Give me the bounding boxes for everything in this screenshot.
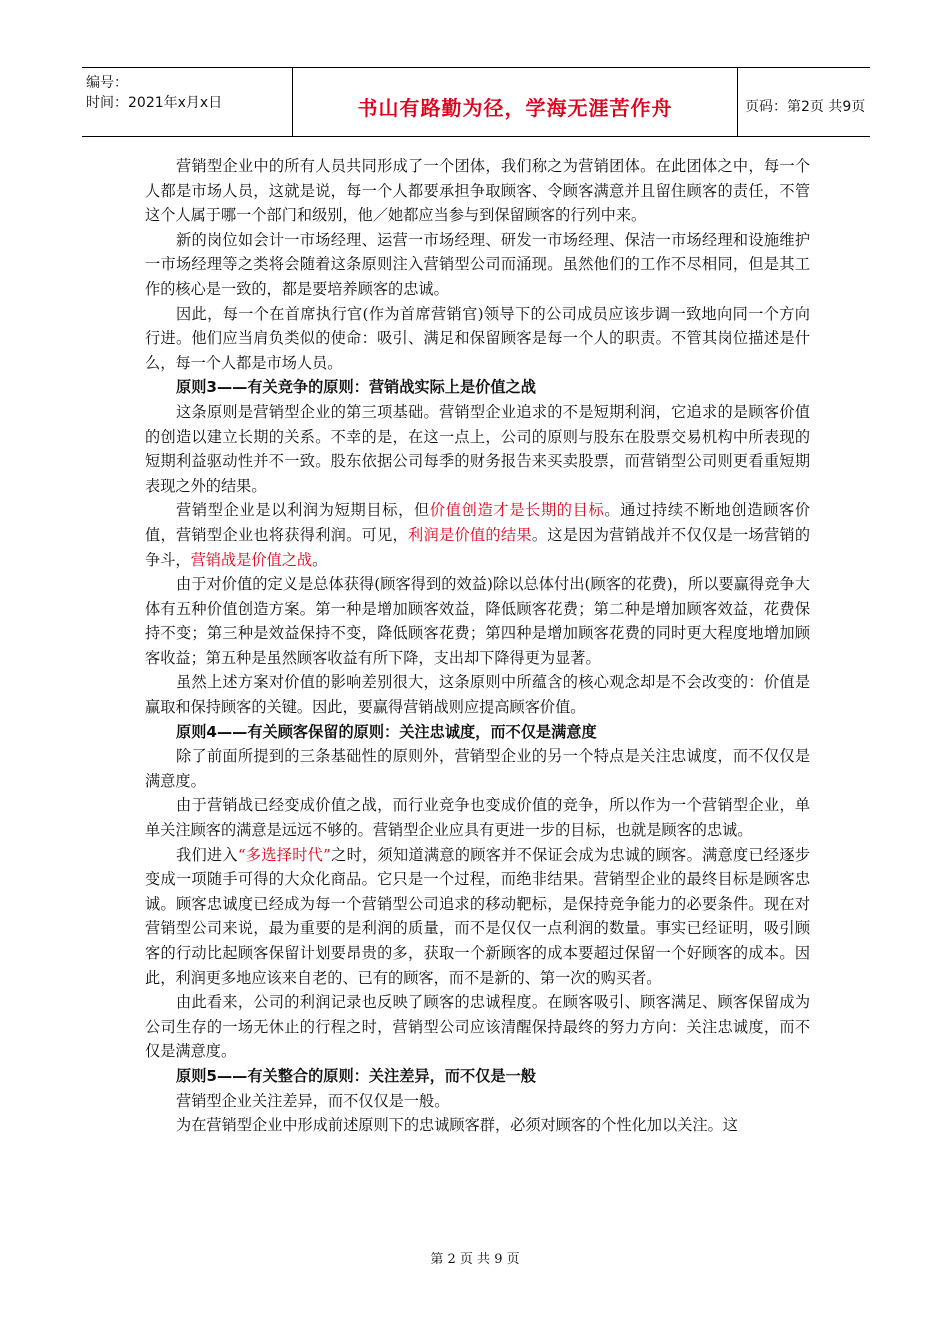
highlighted-text: 利润是价值的结果: [408, 525, 532, 544]
header-motto-cell: [292, 68, 738, 136]
highlighted-text: 营销战是价值之战: [190, 550, 313, 569]
section-heading: 原则5——有关整合的原则：关注差异，而不仅是一般: [176, 1066, 536, 1085]
section-heading: 原则4——有关顾客保留的原则：关注忠诚度，而不仅是满意度: [176, 722, 597, 741]
motto-text: 书山有路勤为径，学海无涯苦作舟: [357, 96, 673, 120]
number-label: 编号：: [86, 75, 128, 91]
document-body: [145, 154, 810, 1138]
paragraph: [145, 843, 810, 991]
paragraph: 新的岗位如会计一市场经理、运营一市场经理、研发一市场经理、保洁一市场经理和设施维护一市场经理等之类将会随着这条原则注入营销型公司而涌现。虽然他们的工作不尽相同，但是其工作的核心是一致的，都是要培养顾客的忠诚。: [145, 230, 810, 298]
paragraph: 营销型企业中的所有人员共同形成了一个团体，我们称之为营销团体。在此团体之中，每一个人都是市场人员，这就是说，每一个人都要承担争取顾客、令顾客满意并且留住顾客的责任，不管这个人属于哪一个部门和级别，他／她都应当参与到保留顾客的行列中来。: [145, 157, 810, 225]
text-run: 。: [312, 550, 328, 569]
paragraph: 由于营销战已经变成价值之战，而行业竞争也变成价值的竞争，所以作为一个营销型企业，单单关注顾客的满意是远远不够的。营销型企业应具有更进一步的目标，也就是顾客的忠诚。: [145, 796, 810, 840]
paragraph: 除了前面所提到的三条基础性的原则外，营销型企业的另一个特点是关注忠诚度，而不仅仅是满意度。: [145, 747, 810, 790]
paragraph: 营销型企业关注差异，而不仅仅是一般。: [176, 1091, 450, 1110]
header-meta: [82, 68, 292, 136]
highlighted-text: “多选择时代”: [237, 845, 331, 864]
paragraph: 虽然上述方案对价值的影响差别很大，这条原则中所蕴含的核心观念却是不会改变的：价值是赢取和保持顾客的关键。因此，要赢得营销战则应提高顾客价值。: [145, 673, 810, 717]
time-label: 时间：2021年x月x日: [86, 95, 223, 111]
paragraph: 为在营销型企业中形成前述原则下的忠诚顾客群，必须对顾客的个性化加以关注。这: [176, 1116, 738, 1135]
paragraph: 因此，每一个在首席执行官(作为首席营销官)领导下的公司成员应该步调一致地向同一个方向行进。他们应当肩负类似的使命：吸引、满足和保留顾客是每一个人的职责。不管其岗位描述是什么，每一个人都是市场人员。: [145, 304, 810, 372]
text-run: 之时，须知道满意的顾客并不保证会成为忠诚的顾客。满意度已经逐步变成一项随手可得的大众化商品。它只是一个过程，而绝非结果。营销型企业的最终目标是顾客忠诚。顾客忠诚度已经成为每一个营销型公司追求的移动靶标，是保持竞争能力的必要条件。现在对营销型公司来说，最为重要的是利润的质量，而不是仅仅一点利润的数量。事实已经证明，吸引顾客的行动比起顾客保留计划要昂贵的多，获取一个新顾客的成本要超过保留一个好顾客的成本。因此，利润更多地应该来自老的、已有的顾客，而不是新的、第一次的购买者。: [145, 845, 811, 987]
header-page-cell: [737, 68, 870, 136]
text-run: 营销型企业是以利润为短期目标，但: [176, 501, 430, 520]
paragraph: 由于对价值的定义是总体获得(顾客得到的效益)除以总体付出(顾客的花费)，所以要赢得竞争大体有五种价值创造方案。第一种是增加顾客效益，降低顾客花费；第二种是增加顾客效益，花费保持不变；第三种是效益保持不变，降低顾客花费；第四种是增加顾客花费的同时更大程度地增加顾客收益；第五种是虽然顾客收益有所下降，支出却下降得更为显著。: [145, 575, 810, 667]
page-footer: 第 2 页 共 9 页: [430, 1252, 520, 1267]
text-run: 。这是因为营销战并不仅仅是一场营销的争斗，: [145, 525, 811, 569]
paragraph: [145, 498, 810, 572]
paragraph: 由此看来，公司的利润记录也反映了顾客的忠诚程度。在顾客吸引、顾客满足、顾客保留成为公司生存的一场无休止的行程之时，营销型公司应该清醒保持最终的努力方向：关注忠诚度，而不仅是满意度。: [145, 993, 810, 1061]
text-run: 我们进入: [176, 845, 238, 864]
section-heading: 原则3——有关竞争的原则：营销战实际上是价值之战: [176, 378, 536, 397]
paragraph: 这条原则是营销型企业的第三项基础。营销型企业追求的不是短期利润，它追求的是顾客价值的创造以建立长期的关系。不幸的是，在这一点上，公司的原则与股东在股票交易机构中所表现的短期利益驱动性并不一致。股东依据公司每季的财务报告来买卖股票，而营销型公司则更看重短期表现之外的结果。: [145, 402, 810, 495]
highlighted-text: 价值创造才是长期的目标: [429, 501, 605, 520]
text-run: 。通过持续不断地创造顾客价值，营销型企业也将获得利润。可见，: [145, 501, 811, 544]
page-header: [82, 67, 870, 137]
page-info: 页码：第2页 共9页: [745, 99, 866, 115]
